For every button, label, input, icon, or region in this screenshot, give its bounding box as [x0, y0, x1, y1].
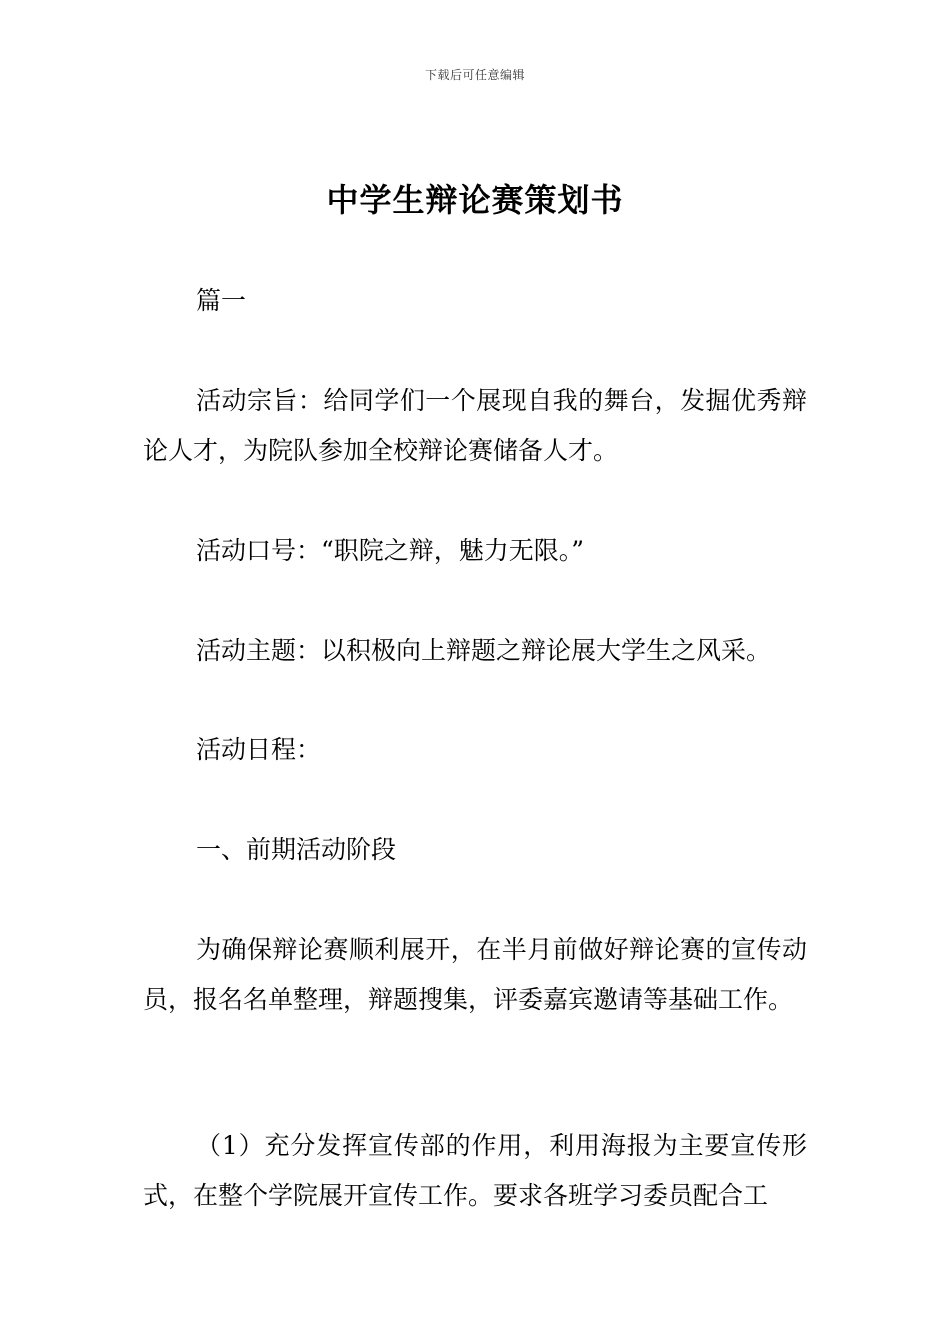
- download-note: 下载后可任意编辑: [424, 68, 525, 82]
- paragraph-slogan: 活动口号：“职院之辩，魅力无限。”: [196, 536, 585, 565]
- paragraph-purpose: 活动宗旨：给同学们一个展现自我的舞台，发掘优秀辩论人才，为院队参加全校辩论赛储备人才。: [143, 386, 807, 465]
- paragraph-publicity: （1）充分发挥宣传部的作用，利用海报为主要宣传形式，在整个学院展开宣传工作。要求各班学习委员配合工: [143, 1131, 807, 1210]
- paragraph-preparation: 为确保辩论赛顺利展开，在半月前做好辩论赛的宣传动员，报名名单整理，辩题搜集，评委嘉宾邀请等基础工作。: [143, 935, 807, 1014]
- paragraph-section-label: 篇一: [196, 286, 247, 315]
- document-title: 中学生辩论赛策划书: [326, 181, 624, 219]
- paragraph-theme: 活动主题：以积极向上辩题之辩论展大学生之风采。: [196, 636, 772, 665]
- paragraph-schedule: 活动日程：: [196, 735, 322, 764]
- paragraph-phase-heading: 一、前期活动阶段: [196, 835, 397, 864]
